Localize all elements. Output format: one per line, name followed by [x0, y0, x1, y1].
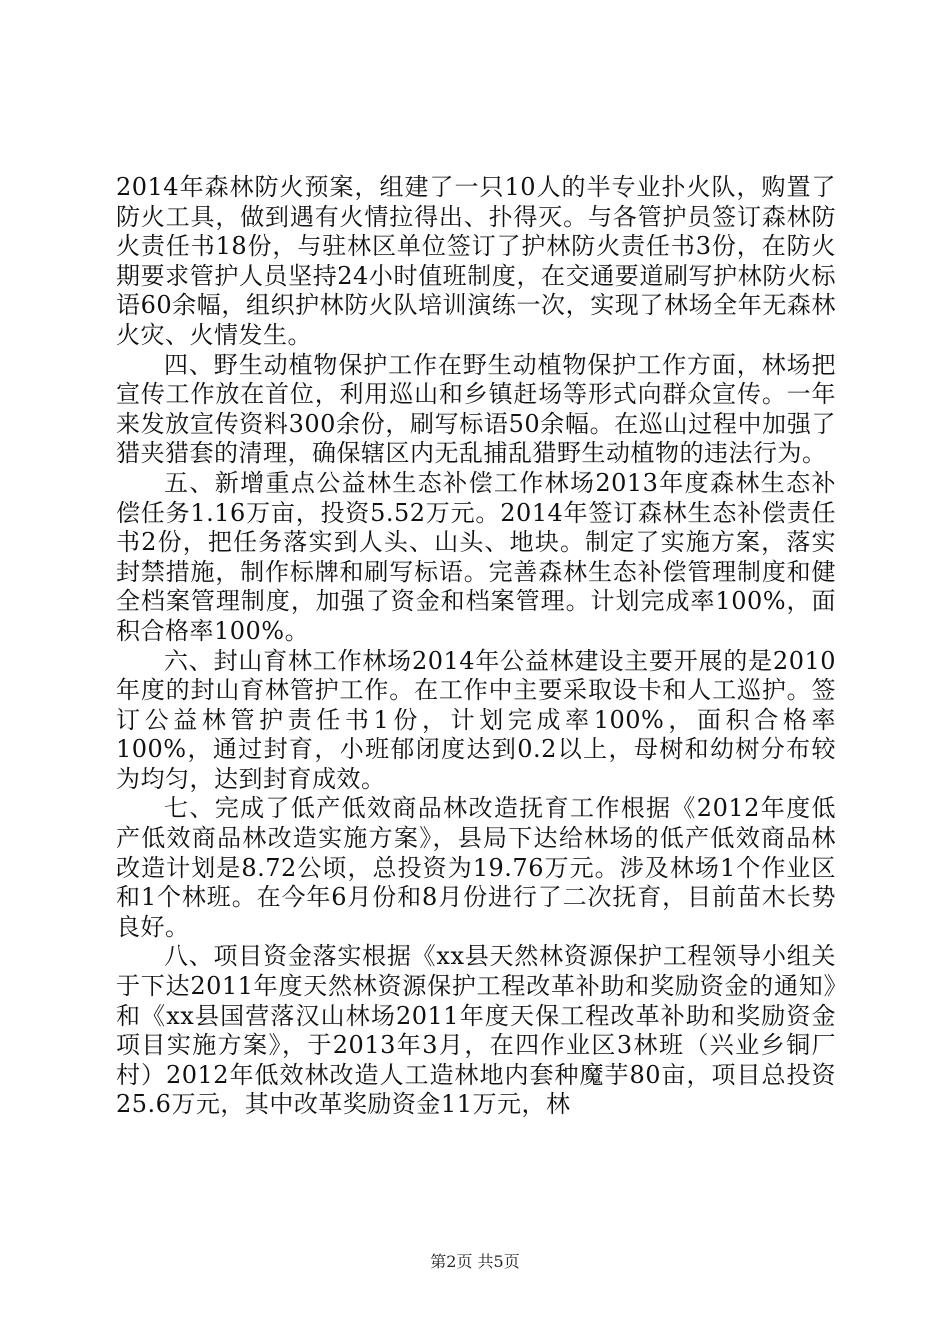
paragraph-ecological-compensation: 五、新增重点公益林生态补偿工作林场2013年度森林生态补偿任务1.16万亩，投资5.52万元。2014年签订森林生态补偿责任书2份，把任务落实到人头、山头、地块。制定了实施方案，落实封禁措施，制作标牌和刷写标语。完善森林生态补偿管理制度和健全档案管理制度，加强了资金和档案管理。计划完成率100%，面积合格率100%。 — [116, 468, 836, 645]
paragraph-wildlife-protection: 四、野生动植物保护工作在野生动植物保护工作方面，林场把宣传工作放在首位，利用巡山和乡镇赶场等形式向群众宣传。一年来发放宣传资料300余份，刷写标语50余幅。在巡山过程中加强了猎夹猎套的清理，确保辖区内无乱捕乱猎野生动植物的违法行为。 — [116, 350, 836, 468]
page-footer: 第2页 共5页 — [430, 1252, 520, 1271]
paragraph-mountain-closure: 六、封山育林工作林场2014年公益林建设主要开展的是2010年度的封山育林管护工作。在工作中主要采取设卡和人工巡护。签订公益林管护责任书1份，计划完成率100%，面积合格率100%，通过封育，小班郁闭度达到0.2以上，母树和幼树分布较为均匀，达到封育成效。 — [116, 646, 836, 793]
paragraph-low-yield-forest: 七、完成了低产低效商品林改造抚育工作根据《2012年度低产低效商品林改造实施方案》，县局下达给林场的低产低效商品林改造计划是8.72公顷，总投资为19.76万元。涉及林场1个作业区和1个林班。在今年6月份和8月份进行了二次抚育，目前苗木长势良好。 — [116, 794, 836, 941]
paragraph-project-funds: 八、项目资金落实根据《xx县天然林资源保护工程领导小组关于下达2011年度天然林资源保护工程改革补助和奖励资金的通知》和《xx县国营落汉山林场2011年度天保工程改革补助和奖励资金项目实施方案》，于2013年3月，在四作业区3林班（兴业乡铜厂村）2012年低效林改造人工造林地内套种魔芋80亩，项目总投资25.6万元，其中改革奖励资金11万元，林 — [116, 942, 836, 1119]
paragraph-fire-prevention: 2014年森林防火预案，组建了一只10人的半专业扑火队，购置了防火工具，做到遇有火情拉得出、扑得灭。与各管护员签订森林防火责任书18份，与驻林区单位签订了护林防火责任书3份，在防火期要求管护人员坚持24小时值班制度，在交通要道刷写护林防火标语60余幅，组织护林防火队培训演练一次，实现了林场全年无森林火灾、火情发生。 — [116, 173, 836, 349]
document-body — [116, 173, 836, 1120]
